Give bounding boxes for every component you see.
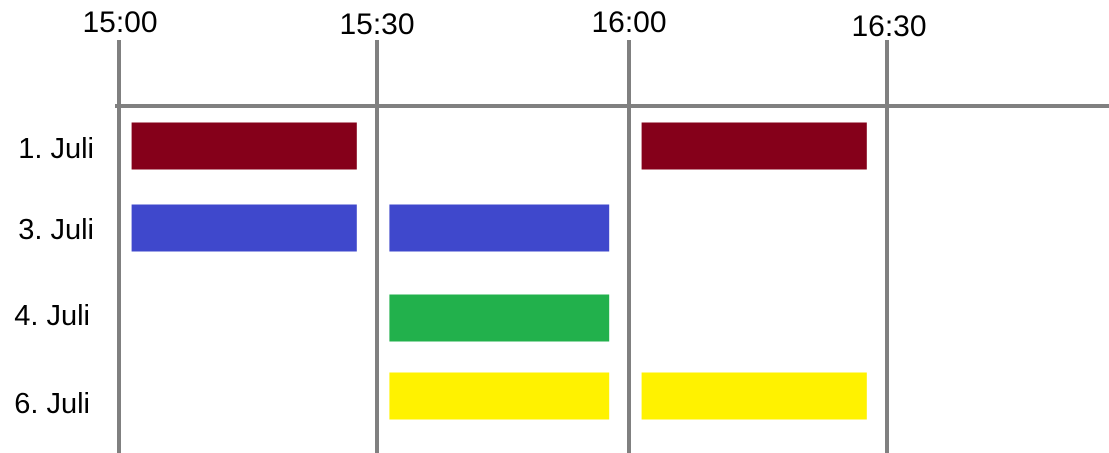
x-tick-labels	[82, 6, 926, 43]
row-label-6-juli: 6. Juli	[14, 388, 90, 420]
x-tick-label-1500: 15:00	[82, 6, 158, 39]
row-label-3-juli: 3. Juli	[18, 214, 94, 246]
row-label-1-juli: 1. Juli	[18, 133, 94, 165]
bar-6-juli-1	[642, 373, 867, 420]
bar-4-juli-0	[389, 295, 609, 342]
row-labels	[14, 133, 94, 420]
x-tick-label-1530: 15:30	[339, 8, 415, 41]
bars	[132, 123, 867, 420]
bar-1-juli-0	[132, 123, 357, 170]
bar-1-juli-1	[642, 123, 867, 170]
x-tick-label-1630: 16:30	[851, 10, 927, 43]
bar-3-juli-0	[132, 205, 357, 252]
row-label-4-juli: 4. Juli	[14, 300, 90, 332]
bar-6-juli-0	[389, 373, 609, 420]
bar-3-juli-1	[389, 205, 609, 252]
x-tick-label-1600: 16:00	[591, 6, 667, 39]
